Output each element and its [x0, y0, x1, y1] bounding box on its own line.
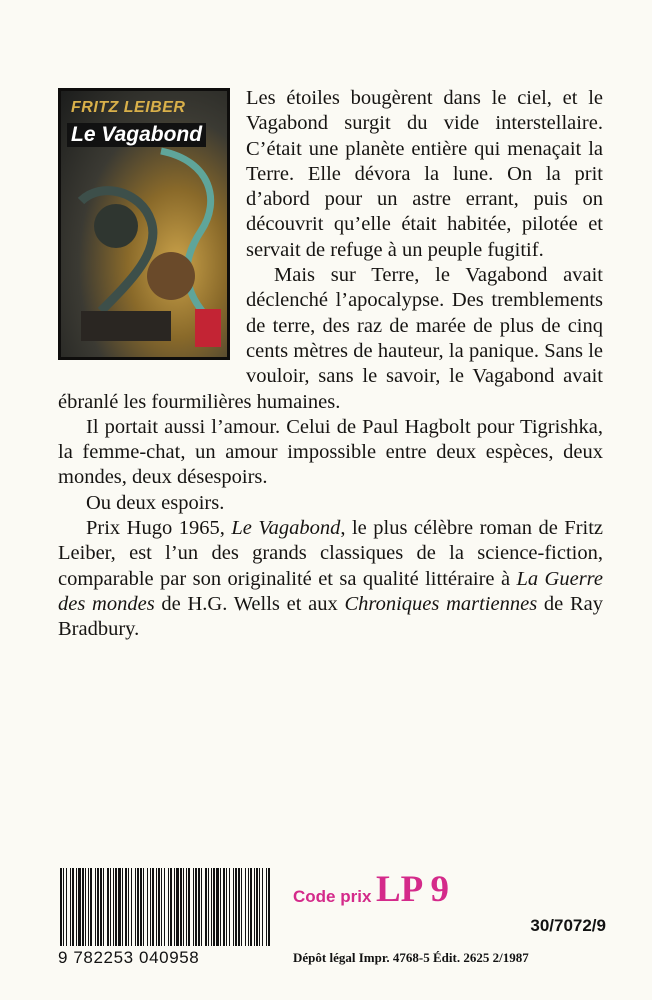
- barcode-bar: [254, 868, 255, 946]
- paragraph-4: Ou deux espoirs.: [86, 491, 225, 514]
- barcode-bar: [198, 868, 200, 946]
- barcode-bar: [180, 868, 182, 946]
- barcode-bar: [118, 868, 121, 946]
- barcode-bar: [113, 868, 114, 946]
- barcode-bar: [208, 868, 209, 946]
- barcode-bar: [135, 868, 136, 946]
- barcode-bar: [110, 868, 111, 946]
- paragraph-5-part3: de H.G. Wells et aux: [154, 592, 345, 615]
- barcode-bar: [256, 868, 258, 946]
- barcode-bar: [201, 868, 202, 946]
- barcode-bar: [125, 868, 127, 946]
- paragraph-5-part1: Prix Hugo 1965,: [86, 517, 232, 540]
- barcode-bar: [63, 868, 64, 946]
- barcode-bar: [97, 868, 99, 946]
- barcode-bar: [248, 868, 249, 946]
- barcode-bar: [143, 868, 144, 946]
- barcode-bar: [95, 868, 96, 946]
- barcode-bar: [72, 868, 74, 946]
- barcode-bar: [229, 868, 230, 946]
- barcode-bar: [88, 868, 89, 946]
- barcode-bar: [266, 868, 267, 946]
- cover-author: FRITZ LEIBER: [71, 99, 186, 116]
- barcode-bar: [233, 868, 234, 946]
- barcode-bar: [213, 868, 215, 946]
- price-label: Code prix: [293, 887, 372, 906]
- barcode-bar: [170, 868, 172, 946]
- catalog-number: 30/7072/9: [530, 916, 606, 935]
- barcode-bar: [262, 868, 263, 946]
- barcode-bar: [186, 868, 187, 946]
- barcode-bar: [195, 868, 197, 946]
- barcode-bar: [193, 868, 194, 946]
- barcode-bar: [60, 868, 62, 946]
- barcode-bar: [188, 868, 190, 946]
- barcode-bar: [211, 868, 212, 946]
- barcode-bar: [78, 868, 81, 946]
- ref-title-wells: La Guerre des mondes: [58, 567, 604, 615]
- barcode-bar: [235, 868, 237, 946]
- paragraph-5-part4: de Ray Bradbury.: [58, 592, 604, 641]
- barcode-bar: [70, 868, 71, 946]
- ref-title-bradbury: Chroniques martiennes: [344, 592, 538, 615]
- barcode-bar: [150, 868, 151, 946]
- paragraph-1: Les étoiles bougèrent dans le ciel, et le Vagabond surgit du vide interstellaire. C’était une planète entière qui menaçait la Terre. Elle dévora la lune. On la prit d’abord pour un astre errant, puis on découvrit qu’elle était habitée, pilotée et servait de refuge à un peuple fugitif.: [246, 87, 603, 261]
- barcode-bar: [245, 868, 246, 946]
- barcode-bar: [158, 868, 160, 946]
- barcode-bar: [76, 868, 77, 946]
- barcode-bar: [238, 868, 240, 946]
- cover-space: [58, 86, 246, 368]
- cover-title: Le Vagabond: [67, 123, 206, 147]
- barcode-bar: [128, 868, 129, 946]
- barcode-bar: [107, 868, 109, 946]
- barcode-bar: [174, 868, 175, 946]
- price-code: LP 9: [376, 869, 449, 910]
- book-title: Le Vagabond: [231, 517, 341, 540]
- barcode-bar: [250, 868, 252, 946]
- paragraph-3: Il portait aussi l’amour. Celui de Paul Hagbolt pour Tigrishka, la femme-chat, un amour impossible entre deux espèces, deux mondes, deux désespoirs.: [58, 415, 603, 489]
- barcode-bar: [100, 868, 102, 946]
- barcode-bar: [147, 868, 148, 946]
- barcode-bar: [176, 868, 179, 946]
- paragraph-2: Mais sur Terre, le Vagabond avait déclenché l’apocalypse. Des tremblements de terre, des raz de marée de plus de cinq cents mètres de hauteur, la panique. Sans le vouloir, sans le savoir, le Vagabond avait ébranlé les fourmilières humaines.: [58, 264, 603, 413]
- barcode-bar: [268, 868, 270, 946]
- barcode-bar: [168, 868, 169, 946]
- barcode-bar: [216, 868, 219, 946]
- barcode-bar: [183, 868, 184, 946]
- barcode-bar: [122, 868, 123, 946]
- barcode: [58, 868, 272, 946]
- back-cover-text: [58, 86, 603, 643]
- barcode-bar: [131, 868, 132, 946]
- barcode-bar: [103, 868, 104, 946]
- paragraph-5: [58, 516, 603, 642]
- barcode-bar: [223, 868, 225, 946]
- legal-deposit: Dépôt légal Impr. 4768-5 Édit. 2625 2/1987: [293, 950, 529, 965]
- barcode-bar: [156, 868, 157, 946]
- barcode-bar: [220, 868, 221, 946]
- barcode-bar: [115, 868, 117, 946]
- barcode-bar: [164, 868, 165, 946]
- barcode-bar: [161, 868, 162, 946]
- barcode-digits: 9 782253 040958: [58, 948, 200, 967]
- barcode-bar: [205, 868, 207, 946]
- barcode-bar: [85, 868, 86, 946]
- barcode-bar: [152, 868, 154, 946]
- barcode-bar: [241, 868, 242, 946]
- barcode-bar: [137, 868, 139, 946]
- paragraph-5-part2: , le plus célèbre roman de Fritz Leiber, est l’un des grands classiques de la science-fiction, comparable par son originalité et sa qualité littéraire à: [58, 517, 604, 590]
- barcode-bar: [66, 868, 67, 946]
- barcode-bar: [140, 868, 142, 946]
- barcode-bar: [90, 868, 92, 946]
- barcode-bar: [82, 868, 84, 946]
- barcode-bar: [259, 868, 260, 946]
- barcode-bar: [226, 868, 227, 946]
